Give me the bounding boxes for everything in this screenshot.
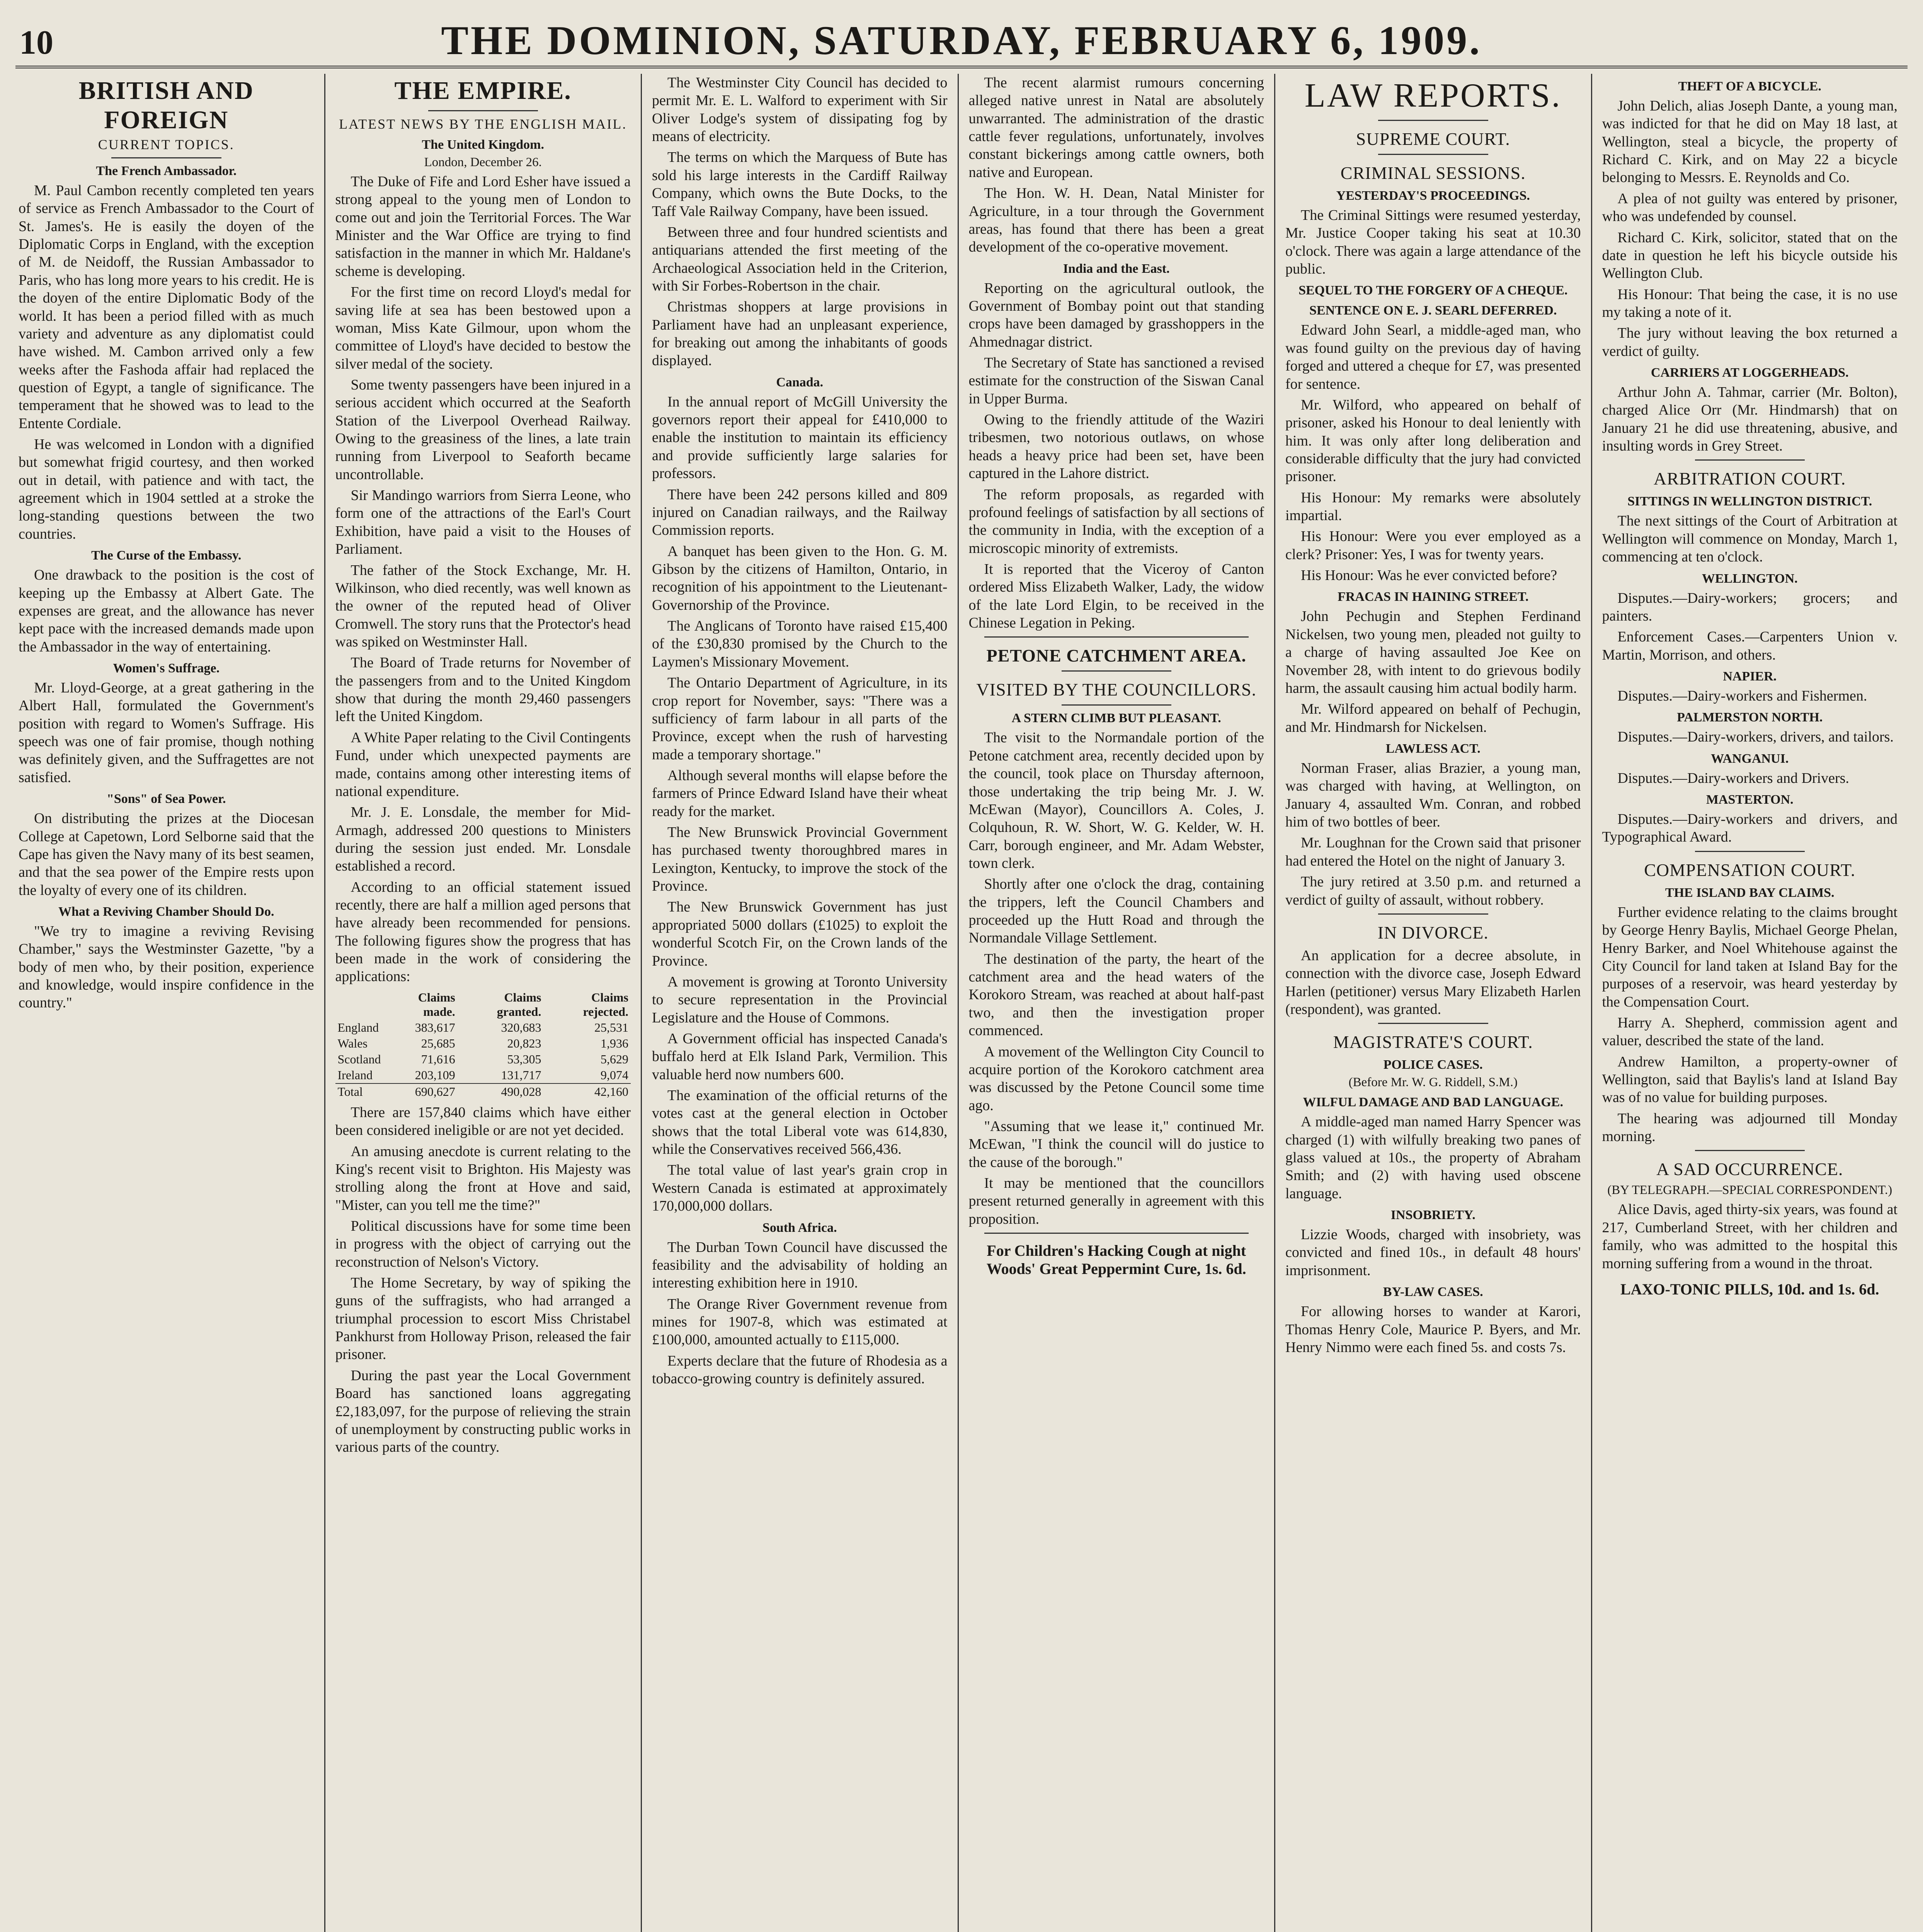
divider [1695,1150,1805,1151]
article-text: For the first time on record Lloyd's medal for saving life at sea has been bestowed upon a woman, Miss Kate Gilmour, upon whom the committee of Lloyd's have decided to bestow the silver medal of the society. [335,284,631,372]
table-cell: 9,074 [601,1068,628,1082]
article-text: The next sittings of the Court of Arbitration at Wellington will commence on Monday, March 1, commencing at ten o'clock. [1602,513,1897,565]
article-text: Owing to the friendly attitude of the Waziri tribesmen, two notorious outlaws, on whose heads a heavy price had been set, have been captured in the Lahore district. [968,412,1264,482]
article-text: The Criminal Sittings were resumed yesterday, Mr. Justice Cooper taking his seat at 10.30 o'clock. There was again a large attendance of the public. [1285,207,1581,277]
article-text: A White Paper relating to the Civil Contingents Fund, under which unexpected payments are made, contains among other interesting items of national expenditure. [335,729,631,799]
district-heading: NAPIER. [1723,669,1777,684]
divider [1062,670,1172,672]
table-cell: 490,028 [458,1083,544,1100]
region-heading: Canada. [776,375,824,389]
article-text: Andrew Hamilton, a property-owner of Wellington, said that Baylis's land at Island Bay was of no value for building purposes. [1602,1053,1897,1106]
section-subheading: CURRENT TOPICS. [98,137,235,152]
case-heading: YESTERDAY'S PROCEEDINGS. [1336,189,1530,203]
table-cell: 42,160 [543,1083,631,1100]
article-text: Christmas shoppers at large provisions in Parliament have had an unpleasant experience, for breaking out among the inhabitants of goods displayed. [652,299,948,369]
article-text: The hearing was adjourned till Monday morning. [1602,1110,1897,1145]
divider [111,157,221,158]
table-row [335,1067,631,1083]
table-cell: 1,936 [601,1036,628,1050]
article-text: Sir Mandingo warriors from Sierra Leone, who form one of the attractions of the Earl's Court Exhibition, have paid a visit to the Houses of Parliament. [335,487,631,558]
article-text: Disputes.—Dairy-workers and drivers, and Typographical Award. [1602,811,1897,845]
table-header-cell: Claims made. [418,990,455,1019]
case-heading: THE ISLAND BAY CLAIMS. [1665,885,1835,900]
article-text: Mr. Lloyd-George, at a great gathering in the Albert Hall, formulated the Government's position with regard to Women's Suffrage. His speech was one of fair promise, though nothing was definitely given, and the Suffragettes are not satisfied. [19,679,314,786]
column-natal-petone [958,74,1275,1932]
article-text: He was welcomed in London with a dignified but somewhat frigid courtesy, and then worked out in detail, with patience and with tact, the agreement which in 1904 settled at a stroke the long-standing questions between the two countries. [19,436,314,542]
case-heading: CARRIERS AT LOGGERHEADS. [1651,366,1849,380]
case-heading: SEQUEL TO THE FORGERY OF A CHEQUE. [1298,283,1568,298]
table-row [335,1036,631,1051]
article-text: On distributing the prizes at the Diocesan College at Capetown, Lord Selborne said that the Cape has given the Navy many of its best seamen, and that the sea power of the Empire rests upon the loyalty of every one of its children. [19,810,314,898]
article-text: The Board of Trade returns for November of the passengers from and to the United Kingdom show that during the month 29,460 passengers left the United Kingdom. [335,655,631,725]
article-text: Disputes.—Dairy-workers, drivers, and tailors. [1617,729,1894,745]
article-text: His Honour: My remarks were absolutely impartial. [1285,489,1581,524]
case-heading: WILFUL DAMAGE AND BAD LANGUAGE. [1303,1095,1563,1110]
article-text: His Honour: That being the case, it is no use my taking a note of it. [1602,286,1897,320]
table-header-cell: Claims granted. [497,990,541,1019]
case-heading: SENTENCE ON E. J. SEARL DEFERRED. [1309,303,1557,318]
article-text: The jury without leaving the box returned a verdict of guilty. [1602,325,1897,359]
article-text: According to an official statement issued recently, there are half a million aged persons that have already been recommended for pensions. The following figures show the progress that has been made in the work of considering the applications: [335,879,631,985]
region-heading: India and the East. [1063,261,1170,276]
article-text: There have been 242 persons killed and 809 injured on Canadian railways, and the Railway Commission reports. [652,486,948,539]
court-heading: COMPENSATION COURT. [1644,860,1856,880]
divider [1378,913,1488,915]
article-text: The New Brunswick Provincial Government has purchased twenty thoroughbred mares in Lexington, Kentucky, to improve the stock of the Province. [652,824,948,895]
region-heading: The United Kingdom. [422,138,544,152]
article-text: The reform proposals, as regarded with profound feelings of satisfaction by all sections of the community in India, with the exception of a microscopic minority of extremists. [968,486,1264,556]
article-heading: "Sons" of Sea Power. [106,792,226,806]
table-header-row [335,990,631,1020]
masthead [15,15,1908,68]
table-cell: 71,616 [421,1052,455,1066]
article-text: The Ontario Department of Agriculture, in its crop report for November, says: "There was a sufficiency of farm labour in all parts of the Province, except when the rush of harvesting made a temporary shortage." [652,675,948,763]
table-cell: Ireland [337,1068,373,1082]
court-heading: SUPREME COURT. [1356,129,1510,149]
table-header-cell: Claims rejected. [583,990,628,1019]
article-text: A middle-aged man named Harry Spencer was charged (1) with wilfully breaking two panes of glass valued at 10s., the property of Abraham Smith; and (2) with having used obscene language. [1285,1114,1581,1202]
article-heading: The French Ambassador. [96,164,237,178]
case-heading: INSOBRIETY. [1390,1208,1475,1223]
column-law-reports [1274,74,1591,1932]
court-heading: MAGISTRATE'S COURT. [1333,1032,1533,1052]
table-cell: 5,629 [601,1052,628,1066]
article-heading: Women's Suffrage. [113,661,220,675]
article-text: Some twenty passengers have been injured in a serious accident which occurred at the Seaforth Station of the Liverpool Overhead Railway. Owing to the greasiness of the lines, a late train running from Liverpool to Seaforth became uncontrollable. [335,376,631,483]
table-cell: Total [335,1083,383,1100]
case-heading: FRACAS IN HAINING STREET. [1338,590,1529,604]
table-row [335,1051,631,1067]
divider [1378,1023,1488,1024]
masthead-title: THE DOMINION, SATURDAY, FEBRUARY 6, 1909. [441,18,1482,63]
article-text: Richard C. Kirk, solicitor, stated that on the date in question he left his bicycle outside his Wellington Club. [1602,229,1897,282]
court-subheading: POLICE CASES. [1383,1058,1483,1072]
article-text: In the annual report of McGill University the governors report their appeal for £410,000 to enable the institution to maintain its efficiency and provide sufficiently large salaries for professors. [652,393,948,482]
article-text: Harry A. Shepherd, commission agent and valuer, described the state of the land. [1602,1014,1897,1049]
article-text: For allowing horses to wander at Karori, Thomas Henry Cole, Maurice P. Byers, and Mr. Henry Nimmo were each fined 5s. and costs 7s. [1285,1303,1581,1355]
case-heading: SITTINGS IN WELLINGTON DISTRICT. [1627,494,1872,509]
article-text: A plea of not guilty was entered by prisoner, who was undefended by counsel. [1602,190,1897,225]
column-british-foreign [15,74,324,1932]
article-text: The Westminster City Council has decided to permit Mr. E. L. Walford to experiment with Sir Oliver Lodge's system of dissipating fog by means of electricity. [652,75,948,145]
article-text: The Home Secretary, by way of spiking the guns of the suffragists, who had arranged a triumphal procession to escort Miss Christabel Pankhurst from Holloway Prison, released the fair prisoner. [335,1275,631,1363]
article-text: Disputes.—Dairy-workers and Drivers. [1617,770,1849,786]
table-row [335,1020,631,1036]
article-text: Lizzie Woods, charged with insobriety, was convicted and fined 10s., in default 48 hours' imprisonment. [1285,1226,1581,1279]
divider [1378,154,1488,155]
divider [1695,459,1805,461]
article-text: Norman Fraser, alias Brazier, a young man, was charged with having, at Wellington, on January 4, assaulted Wm. Conran, and robbed him of two bottles of beer. [1285,760,1581,830]
article-text: The Duke of Fife and Lord Esher have issued a strong appeal to the young men of London to come out and join the Territorial Forces. The War Minister and the War Office are trying to find satisfaction in the manner in which Mr. Haldane's scheme is developing. [335,173,631,279]
article-text: It is reported that the Viceroy of Canton ordered Miss Elizabeth Walker, Lady, the widow of the late Lord Elgin, to be received in the Chinese Legation in Peking. [968,561,1264,631]
table-cell: 690,627 [383,1083,457,1100]
magistrate-note: (Before Mr. W. G. Riddell, S.M.) [1348,1075,1518,1090]
district-heading: WELLINGTON. [1702,571,1798,586]
table-cell: England [337,1020,379,1034]
article-heading: The Curse of the Embassy. [91,548,242,563]
article-text: The destination of the party, the heart of the catchment area and the head waters of the Korokoro Stream, was reached at about half-past two, and then the investigation proper commenced. [968,951,1264,1039]
article-text: Further evidence relating to the claims brought by George Henry Baylis, Michael George Phelan, Henry Barker, and Noel Whitehouse against the City Council for land taken at Island Bay for the purposes of a reservoir, was heard yesterday by the Compensation Court. [1602,904,1897,1010]
article-text: John Pechugin and Stephen Ferdinand Nickelsen, two young men, pleaded not guilty to a charge of having assaulted Joe Kee on November 28, with intent to do grievous bodily harm, the assault causing him actual bodily harm. [1285,608,1581,696]
article-subheadline: A STERN CLIMB BUT PLEASANT. [1011,711,1221,726]
article-text: His Honour: Were you ever employed as a clerk? Prisoner: Yes, I was for twenty years. [1285,528,1581,563]
district-heading: PALMERSTON NORTH. [1677,710,1823,725]
table-header-cell [335,990,383,1020]
divider [984,1233,1249,1234]
article-text: Mr. Wilford, who appeared on behalf of prisoner, asked his Honour to deal leniently with him. It was only after long deliberation and considerable difficulty that the jury had convicted prisoner. [1285,396,1581,485]
divider [428,110,538,111]
section-heading: THE EMPIRE. [394,77,572,105]
article-text: The recent alarmist rumours concerning alleged native unrest in Natal are absolutely unwarranted. The administration of the drastic cattle fever regulations, unfortunately, involves constant bickerings among cattle owners, both native and European. [968,75,1264,180]
article-text: Between three and four hundred scientists and antiquarians attended the first meeting of the Archaeological Association held in the Criterion, with Sir Forbes-Robertson in the chair. [652,224,948,294]
column-grid [15,74,1908,1932]
section-heading: LAW REPORTS. [1304,77,1562,114]
page-number: 10 [19,24,53,61]
article-text: Enforcement Cases.—Carpenters Union v. Martin, Morrison, and others. [1602,629,1897,663]
article-text: One drawback to the position is the cost of keeping up the Embassy at Albert Gate. The expenses are great, and the allowance has never kept pace with the increased demands made upon the Ambassador in the way of entertaining. [19,567,314,655]
article-text: The Hon. W. H. Dean, Natal Minister for Agriculture, in a tour through the Government areas, has found that there has been a great development of the co-operative movement. [968,185,1264,255]
case-heading: BY-LAW CASES. [1383,1285,1483,1299]
table-cell: 320,683 [501,1020,541,1034]
article-text: Shortly after one o'clock the drag, containing the trippers, left the Council Chambers and proceeded up the Hutt Road and through the Normandale Village Settlement. [968,876,1264,946]
table-cell: 25,685 [421,1036,455,1050]
article-text: The New Brunswick Government has just appropriated 5000 dollars (£1025) to exploit the wonderful Scotch Fir, on the Crown lands of the Province. [652,899,948,969]
article-text: Mr. Loughnan for the Crown said that prisoner had entered the Hotel on the night of January 3. [1285,835,1581,869]
article-text: Edward John Searl, a middle-aged man, who was found guilty on the previous day of having forged and uttered a cheque for £7, was presented for sentence. [1285,322,1581,392]
court-heading: IN DIVORCE. [1377,922,1489,942]
divider [1378,120,1488,121]
table-total-row [335,1083,631,1100]
article-text: An application for a decree absolute, in connection with the divorce case, Joseph Edward Harlen (petitioner) versus Mary Elizabeth Harlen (respondent), was granted. [1285,947,1581,1017]
article-text: There are 157,840 claims which have either been considered ineligible or are not yet decided. [335,1104,631,1139]
column-empire [324,74,641,1932]
table-cell: 20,823 [507,1036,541,1050]
article-text: Alice Davis, aged thirty-six years, was found at 217, Cumberland Street, with her children and family, who was admitted to the hospital this morning suffering from a wound in the throat. [1602,1201,1897,1272]
advertisement: For Children's Hacking Cough at night Woods' Great Peppermint Cure, 1s. 6d. [986,1242,1246,1278]
article-text: John Delich, alias Joseph Dante, a young man, was indicted for that he did on May 18 last, at Wellington, steal a bicycle, the property of Richard C. Kirk, and on May 22 a bicycle belonging to Messrs. E. Reynolds and Co. [1602,98,1897,186]
divider [1695,851,1805,852]
article-text: An amusing anecdote is current relating to the King's recent visit to Brighton. His Majesty was strolling along the front at Hove and said, "Mister, can you tell me the time?" [335,1143,631,1213]
dateline: (BY TELEGRAPH.—SPECIAL CORRESPONDENT.) [1607,1183,1892,1197]
article-text: Arthur John A. Tahmar, carrier (Mr. Bolton), charged Alice Orr (Mr. Hindmarsh) that on January 21 he did use threatening, abusive, and insulting words in Grey Street. [1602,384,1897,454]
article-text: His Honour: Was he ever convicted before? [1301,567,1557,584]
table-cell: Wales [337,1036,368,1050]
article-text: M. Paul Cambon recently completed ten years of service as French Ambassador to the Court of St. James's. He is easily the doyen of the Diplomatic Corps in England, with the exception of M. de Neidoff, the Russian Ambassador to Paris, who has long more years to his credit. He is the doyen of the entire Diplomatic Body of the world. It has been a period filled with as much variety and adventure as any diplomatist could have wished. M. Cambon arrived only a few weeks after the Fashoda affair had replaced the question of Egypt, a tangle of significance. The temperament that he showed was to lead to the Entente Cordiale. [19,182,314,432]
case-heading: LAWLESS ACT. [1385,741,1481,756]
section-heading: BRITISH AND FOREIGN [78,77,254,134]
advertisement: LAXO-TONIC PILLS, 10d. and 1s. 6d. [1620,1280,1879,1298]
article-text: A Government official has inspected Canada's buffalo herd at Elk Island Park, Vermilion. This valuable herd now numbers 600. [652,1030,948,1083]
article-text: Political discussions have for some time been in progress with the object of carrying out the reconstruction of Nelson's Victory. [335,1218,631,1270]
article-text: During the past year the Local Government Board has sanctioned loans aggregating £2,183,097, for the purpose of relieving the strain of unemployment by constructing public works in various parts of the country. [335,1367,631,1456]
article-text: The Anglicans of Toronto have raised £15,400 of the £30,830 promised by the Church to the Laymen's Missionary Movement. [652,618,948,670]
article-text: "We try to imagine a reviving Revising Chamber," says the Westminster Gazette, "by a body of men who, by their position, experience and knowledge, would inspire confidence in the country." [19,923,314,1011]
article-text: It may be mentioned that the councillors present returned generally in agreement with this proposition. [968,1175,1264,1227]
article-text: Mr. J. E. Lonsdale, the member for Mid-Armagh, addressed 200 questions to Ministers during the session just ended. Mr. Lonsdale established a record. [335,804,631,874]
column-court-continued [1591,74,1908,1932]
article-text: Disputes.—Dairy-workers and Fishermen. [1617,687,1867,704]
article-text: The Durban Town Council have discussed the feasibility and the advisability of holding an interesting exhibition here in 1910. [652,1239,948,1291]
divider [984,636,1249,638]
article-text: Disputes.—Dairy-workers; grocers; and painters. [1602,590,1897,624]
article-text: The total value of last year's grain crop in Western Canada is estimated at approximately 170,000,000 dollars. [652,1162,948,1214]
article-text: The examination of the official returns of the votes cast at the general election in October shows that the total Liberal vote was 614,830, while the Conservatives received 566,436. [652,1087,948,1158]
article-text: The Secretary of State has sanctioned a revised estimate for the construction of the Siswan Canal in Upper Burma. [968,355,1264,407]
table-cell: 131,717 [501,1068,541,1082]
district-heading: MASTERTON. [1706,793,1794,807]
article-text: The father of the Stock Exchange, Mr. H. Wilkinson, who died recently, was well known as the owner of the reputed head of Oliver Cromwell. The story runs that the Protector's head was spiked on Westminster Hall. [335,562,631,650]
court-heading: ARBITRATION COURT. [1654,469,1846,489]
article-heading: What a Reviving Chamber Should Do. [58,904,274,919]
district-heading: WANGANUI. [1711,751,1789,766]
table-cell: 25,531 [594,1020,628,1034]
divider [1062,704,1172,706]
pension-claims-table [335,990,631,1100]
dateline: London, December 26. [424,155,542,169]
case-heading: THEFT OF A BICYCLE. [1678,79,1821,94]
table-cell: Scotland [337,1052,381,1066]
article-text: The jury retired at 3.50 p.m. and returned a verdict of guilty of assault, without robbery. [1285,874,1581,908]
article-headline: PETONE CATCHMENT AREA. [986,646,1246,666]
table-cell: 53,305 [507,1052,541,1066]
table-cell: 203,109 [415,1068,455,1082]
article-text: A movement of the Wellington City Council to acquire portion of the Korokoro catchment area was discussed by the Petone Council some time ago. [968,1043,1264,1114]
article-text: Experts declare that the future of Rhodesia as a tobacco-growing country is definitely assured. [652,1352,948,1387]
region-heading: South Africa. [762,1220,837,1235]
article-subheadline: VISITED BY THE COUNCILLORS. [976,680,1257,700]
section-subheading: LATEST NEWS BY THE ENGLISH MAIL. [339,116,627,132]
article-text: Although several months will elapse before the farmers of Prince Edward Island have their wheat ready for the market. [652,767,948,820]
article-headline: A SAD OCCURRENCE. [1656,1159,1843,1179]
article-text: A banquet has been given to the Hon. G. M. Gibson by the citizens of Hamilton, Ontario, in recognition of his appointment to the Lieutenant-Governorship of the Province. [652,543,948,613]
article-text: The Orange River Government revenue from mines for 1907-8, which was estimated at £100,000, amounted actually to £115,000. [652,1296,948,1348]
article-text: The terms on which the Marquess of Bute has sold his large interests in the Cardiff Railway Company, which owns the Bute Docks, to the Taff Vale Railway Company, have been issued. [652,149,948,219]
table-cell: 383,617 [415,1020,455,1034]
article-text: Reporting on the agricultural outlook, the Government of Bombay point out that standing crops have been damaged by grasshoppers in the Ahmednagar district. [968,280,1264,350]
article-text: "Assuming that we lease it," continued Mr. McEwan, "I think the council will do justice to the cause of the borough." [968,1118,1264,1170]
article-text: The visit to the Normandale portion of the Petone catchment area, recently decided upon by the council, took place on Thursday afternoon, those undertaking the trip being Mr. J. W. McEwan (Mayor), Councillors A. Coles, J. Colquhoun, R. W. Short, W. G. Kelder, W. H. Carr, borough engineer, and Mr. Adam Webster, town clerk. [968,730,1264,871]
article-text: Mr. Wilford appeared on behalf of Pechugin, and Mr. Hindmarsh for Nickelsen. [1285,701,1581,735]
court-heading: CRIMINAL SESSIONS. [1340,163,1526,183]
article-text: A movement is growing at Toronto University to secure representation in the Provincial Legislature and the House of Commons. [652,973,948,1026]
column-empire-continued [641,74,958,1932]
